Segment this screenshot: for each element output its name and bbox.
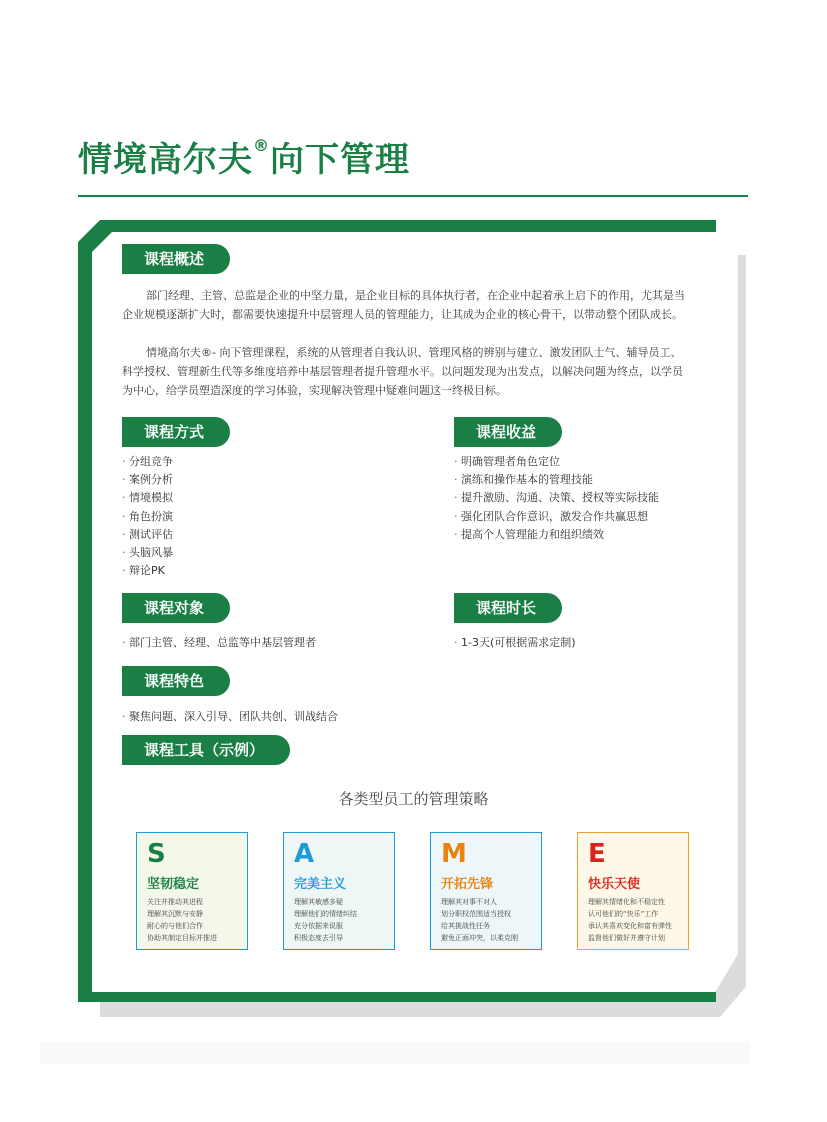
title-divider: [78, 195, 748, 197]
audience-label: 课程对象: [122, 593, 230, 623]
box-line: 理解他们的情绪纠结: [294, 910, 357, 918]
box-name: 完美主义: [294, 877, 347, 892]
audience-list: [122, 634, 316, 652]
box-letter: A: [294, 839, 315, 869]
overview-paragraph-1: 部门经理、主管、总监是企业的中坚力量，是企业目标的具体执行者，在企业中起着承上启下的作用，尤其是当企业规模逐渐扩大时，都需要快速提升中层管理人员的管理能力，让其成为企业的核心骨干，以带动整个团队成长。: [122, 289, 685, 321]
list-item: · 演练和操作基本的管理技能: [454, 471, 659, 489]
methods-list: [122, 453, 173, 580]
box-line: 耐心的与他们合作: [147, 922, 203, 930]
list-item: · 聚焦问题、深入引导、团队共创、训战结合: [122, 708, 338, 726]
title-main: 情境高尔夫: [78, 140, 253, 180]
box-letter: M: [441, 839, 467, 869]
list-item: · 测试评估: [122, 526, 173, 544]
box-line: 理解其沉默与安静: [147, 910, 203, 918]
duration-list: [454, 634, 576, 652]
strategy-box-s: [136, 832, 248, 950]
box-line: 承认其喜欢变化和富有弹性: [588, 922, 672, 930]
box-line: 监督他们做好并遵守计划: [588, 934, 665, 942]
list-item: · 角色扮演: [122, 508, 173, 526]
box-line: 充分依据来说服: [294, 922, 343, 930]
benefits-label: 课程收益: [454, 417, 562, 447]
box-line: 积极态度去引导: [294, 934, 343, 942]
tools-label: 课程工具（示例）: [122, 735, 290, 765]
box-name: 坚韧稳定: [147, 877, 200, 892]
box-line: 避免正面冲突，以柔克刚: [441, 934, 518, 942]
duration-label: 课程时长: [454, 593, 562, 623]
list-item: · 辩论PK: [122, 562, 173, 580]
tools-title: 各类型员工的管理策略: [338, 790, 489, 808]
features-label: 课程特色: [122, 666, 230, 696]
overview-paragraph-2: 情境高尔夫®- 向下管理课程，系统的从管理者自我认识、管理风格的辨别与建立、激发团队士气、辅导员工、科学授权、管理新生代等多维度培养中基层管理者提升管理水平。以问题发现为出发点，以解决问题为终点，以学员为中心，给学员塑造深度的学习体验，实现解决管理中疑难问题这一终极目标。: [122, 346, 683, 397]
box-line: 理解其敏感多疑: [294, 898, 343, 906]
list-item: · 情境模拟: [122, 489, 173, 507]
list-item: · 提高个人管理能力和组织绩效: [454, 526, 659, 544]
list-item: · 强化团队合作意识，激发合作共赢思想: [454, 508, 659, 526]
strategy-box-m: [430, 832, 542, 950]
box-line: 关注并推动其进程: [147, 898, 203, 906]
title-tail: 向下管理: [270, 140, 410, 180]
strategy-box-a: [283, 832, 395, 950]
box-name: 开拓先锋: [441, 877, 494, 892]
list-item: · 分组竞争: [122, 453, 173, 471]
methods-label: 课程方式: [122, 417, 230, 447]
list-item: · 提升激励、沟通、决策、授权等实际技能: [454, 489, 659, 507]
list-item: · 明确管理者角色定位: [454, 453, 659, 471]
list-item: · 部门主管、经理、总监等中基层管理者: [122, 634, 316, 652]
box-line: 理解其对事不对人: [441, 898, 497, 906]
page-title: [78, 132, 410, 181]
features-list: [122, 708, 338, 726]
box-letter: S: [147, 839, 166, 869]
footer-band: [40, 1042, 750, 1064]
overview-label: 课程概述: [122, 244, 230, 274]
list-item: · 案例分析: [122, 471, 173, 489]
strategy-box-e: [577, 832, 689, 950]
box-letter: E: [588, 839, 606, 869]
box-line: 认可他们的“快乐”工作: [588, 910, 659, 918]
box-line: 理解其情绪化和不稳定性: [588, 898, 665, 906]
list-item: · 头脑风暴: [122, 544, 173, 562]
box-line: 给其挑战性任务: [441, 922, 490, 930]
benefits-list: [454, 453, 659, 544]
box-line: 协助其制定目标并推进: [147, 934, 217, 942]
box-line: 划分职权范围适当授权: [441, 910, 511, 918]
registered-mark: ®: [253, 136, 270, 155]
list-item: · 1-3天(可根据需求定制): [454, 634, 576, 652]
box-name: 快乐天使: [588, 877, 641, 892]
